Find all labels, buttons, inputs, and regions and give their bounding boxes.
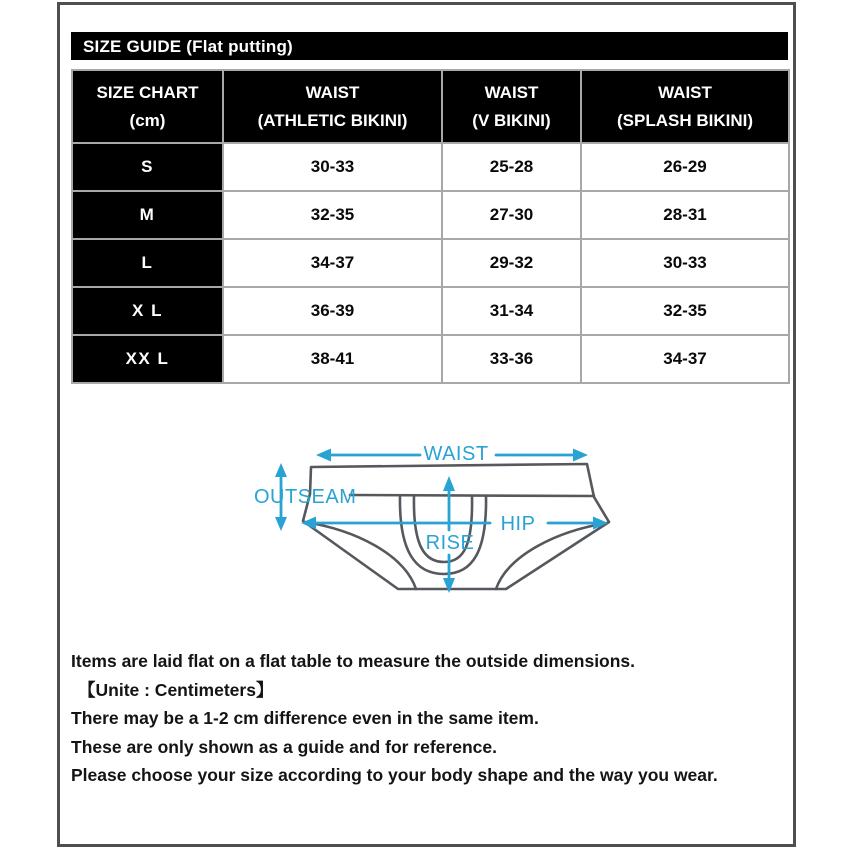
- size-label: M: [72, 191, 223, 239]
- note-line: 【Unite : Centimeters】: [78, 679, 274, 700]
- table-header-row: [72, 70, 789, 143]
- waist-label: WAIST: [423, 443, 489, 465]
- note-line: Items are laid flat on a flat table to measure the outside dimensions.: [71, 651, 636, 671]
- table-cell: 26-29: [581, 143, 789, 191]
- note-line: There may be a 1-2 cm difference even in the same item.: [71, 708, 539, 728]
- measurement-notes: [71, 647, 777, 790]
- header-line: WAIST: [658, 83, 712, 103]
- header-waist-athletic: [223, 70, 442, 143]
- table-cell: 31-34: [442, 287, 581, 335]
- table-row: [72, 143, 789, 191]
- left-leg-curve: [305, 522, 416, 589]
- table-cell: 30-33: [223, 143, 442, 191]
- header-waist-v: [442, 70, 581, 143]
- note-line: Please choose your size according to your body shape and the way you wear.: [71, 765, 718, 785]
- header-line: (SPLASH BIKINI): [617, 110, 753, 130]
- outseam-label: OUTSEAM: [254, 486, 357, 508]
- table-row: [72, 191, 789, 239]
- waist-arrow-left-head: [316, 449, 331, 462]
- table-cell: 28-31: [581, 191, 789, 239]
- header-line: WAIST: [305, 83, 360, 103]
- table-cell: 32-35: [223, 191, 442, 239]
- header-line: (cm): [129, 110, 166, 130]
- rise-label: RISE: [425, 532, 475, 554]
- size-label: L: [72, 239, 223, 287]
- size-guide-title: SIZE GUIDE (Flat putting): [71, 32, 788, 60]
- size-chart-table: [71, 69, 790, 384]
- table-cell: 27-30: [442, 191, 581, 239]
- table-cell: 33-36: [442, 335, 581, 383]
- outseam-arrow-top-head: [275, 463, 287, 477]
- table-row: [72, 335, 789, 383]
- header-line: WAIST: [484, 83, 539, 103]
- table-cell: 34-37: [223, 239, 442, 287]
- rise-arrow-top-head: [443, 476, 455, 491]
- size-guide-panel: [57, 2, 796, 847]
- table-row: [72, 287, 789, 335]
- outseam-arrow-bottom-head: [275, 517, 287, 531]
- table-cell: 38-41: [223, 335, 442, 383]
- note-line: These are only shown as a guide and for reference.: [71, 736, 497, 757]
- table-cell: 32-35: [581, 287, 789, 335]
- table-row: [72, 239, 789, 287]
- size-label: S: [72, 143, 223, 191]
- garment-outline: [303, 464, 609, 589]
- table-cell: 25-28: [442, 143, 581, 191]
- header-line: SIZE CHART: [96, 83, 199, 103]
- table-cell: 29-32: [442, 239, 581, 287]
- rise-arrow-bottom-head: [443, 578, 455, 593]
- header-size-chart: [72, 70, 223, 143]
- header-line: (ATHLETIC BIKINI): [257, 110, 408, 130]
- table-cell: 34-37: [581, 335, 789, 383]
- size-label: X L: [72, 287, 223, 335]
- header-waist-splash: [581, 70, 789, 143]
- table-cell: 30-33: [581, 239, 789, 287]
- table-cell: 36-39: [223, 287, 442, 335]
- header-line: (V BIKINI): [472, 110, 551, 130]
- hip-label: HIP: [500, 513, 536, 535]
- size-label: XX L: [72, 335, 223, 383]
- waist-arrow-right-head: [573, 449, 588, 462]
